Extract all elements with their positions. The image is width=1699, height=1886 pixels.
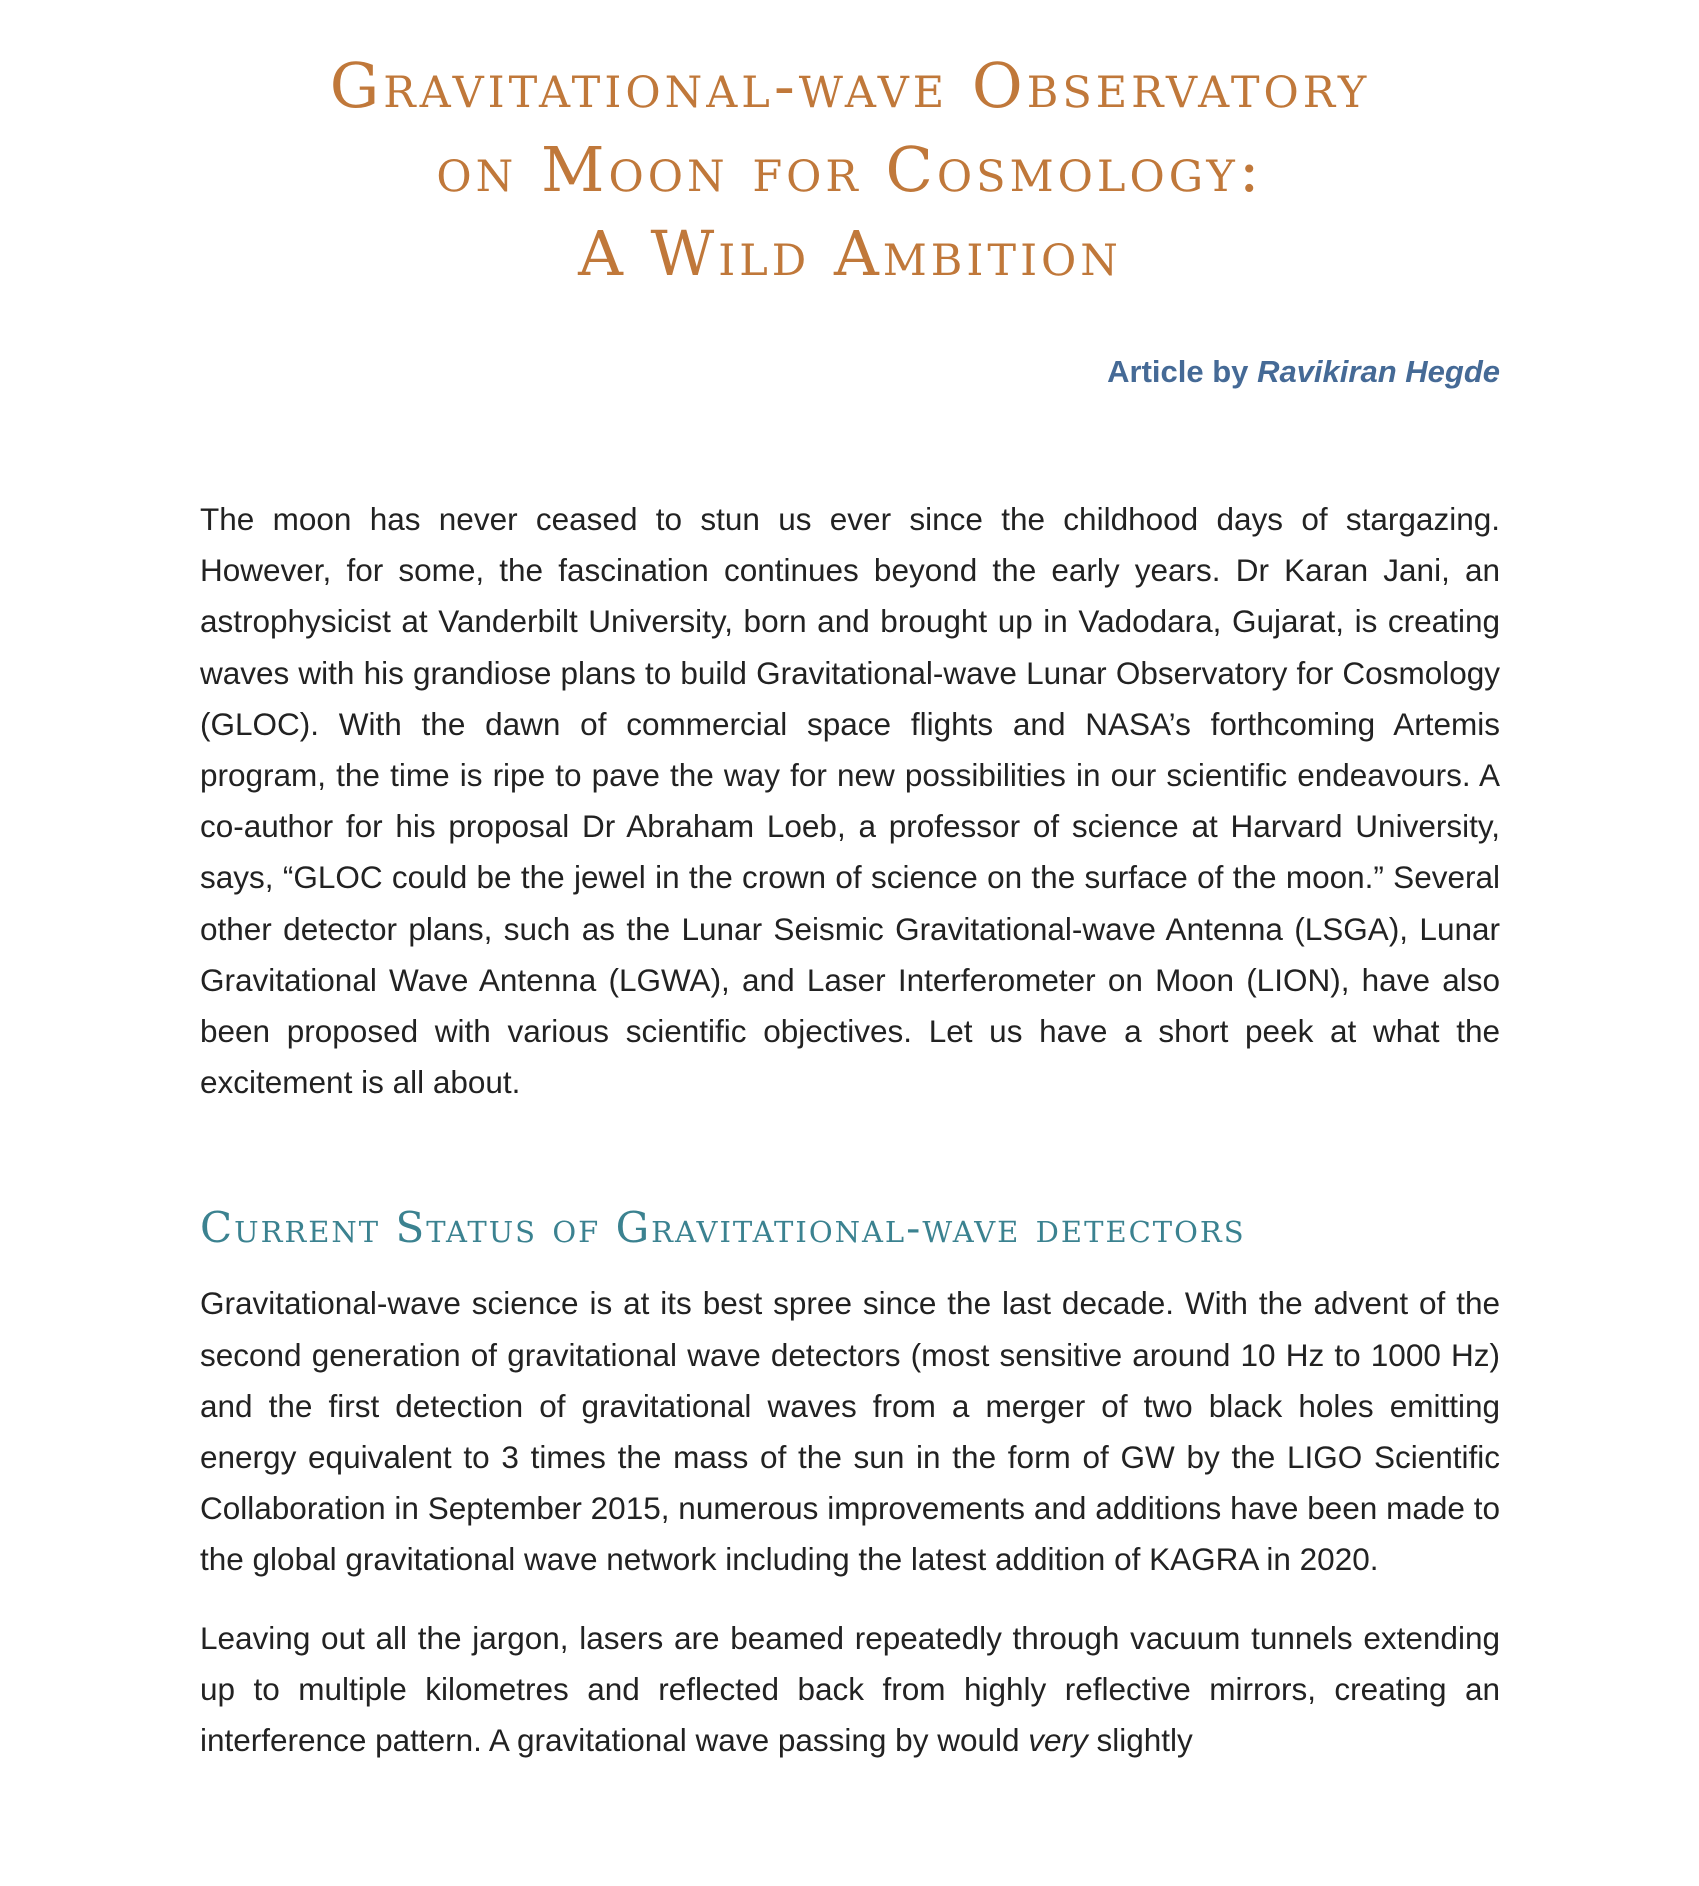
section-paragraph bbox=[200, 1613, 1500, 1767]
byline bbox=[200, 352, 1500, 392]
byline-prefix: Article by bbox=[1107, 354, 1249, 389]
emphasis-text: very bbox=[1028, 1722, 1088, 1759]
article-title bbox=[200, 0, 1500, 296]
article-title-line: A Wild Ambition bbox=[578, 217, 1122, 290]
article-page bbox=[200, 0, 1500, 1766]
paragraph-text: Leaving out all the jargon, lasers are beamed repeatedly through vacuum tunnels extending up to multiple kilometres and reflected back from highly reflective mirrors, creating an interference pattern. A gravitational wave passing by would bbox=[200, 1619, 1500, 1759]
section-paragraph: Gravitational-wave science is at its best spree since the last decade. With the advent of the second generation of gravitational wave detectors (most sensitive around 10 Hz to 1000 Hz) and the first detection of gravitational waves from a merger of two black holes emitting energy equivalent to 3 times the mass of the sun in the form of GW by the LIGO Scientific Collaboration in September 2015, numerous improvements and additions have been made to the global gravitational wave network including the latest addition of KAGRA in 2020. bbox=[200, 1285, 1500, 1578]
byline-author: Ravikiran Hegde bbox=[1257, 354, 1500, 389]
intro-paragraph: The moon has never ceased to stun us ever since the childhood days of stargazing. However, for some, the fascination continues beyond the early years. Dr Karan Jani, an astrophysicist at Vanderbilt University, born and brought up in Vadodara, Gujarat, is creating waves with his grandiose plans to build Gravitational-wave Lunar Observatory for Cosmology (GLOC). With the dawn of commercial space flights and NASA’s forthcoming Artemis program, the time is ripe to pave the way for new possibilities in our scientific endeavours. A co-author for his proposal Dr Abraham Loeb, a professor of science at Harvard University, says, “GLOC could be the jewel in the crown of science on the surface of the moon.” Several other detector plans, such as the Lunar Seismic Gravitational-wave Antenna (LSGA), Lunar Gravitational Wave Antenna (LGWA), and Laser Interferometer on Moon (LION), have also been proposed with various scientific objectives. Let us have a short peek at what the excitement is all about. bbox=[200, 501, 1500, 1101]
article-title-line: Gravitational-wave Observatory bbox=[329, 49, 1371, 122]
section-heading: Current Status of Gravitational-wave detectors bbox=[200, 1203, 1246, 1253]
paragraph-text: slightly bbox=[1087, 1722, 1193, 1759]
article-title-line: on Moon for Cosmology: bbox=[436, 133, 1264, 206]
